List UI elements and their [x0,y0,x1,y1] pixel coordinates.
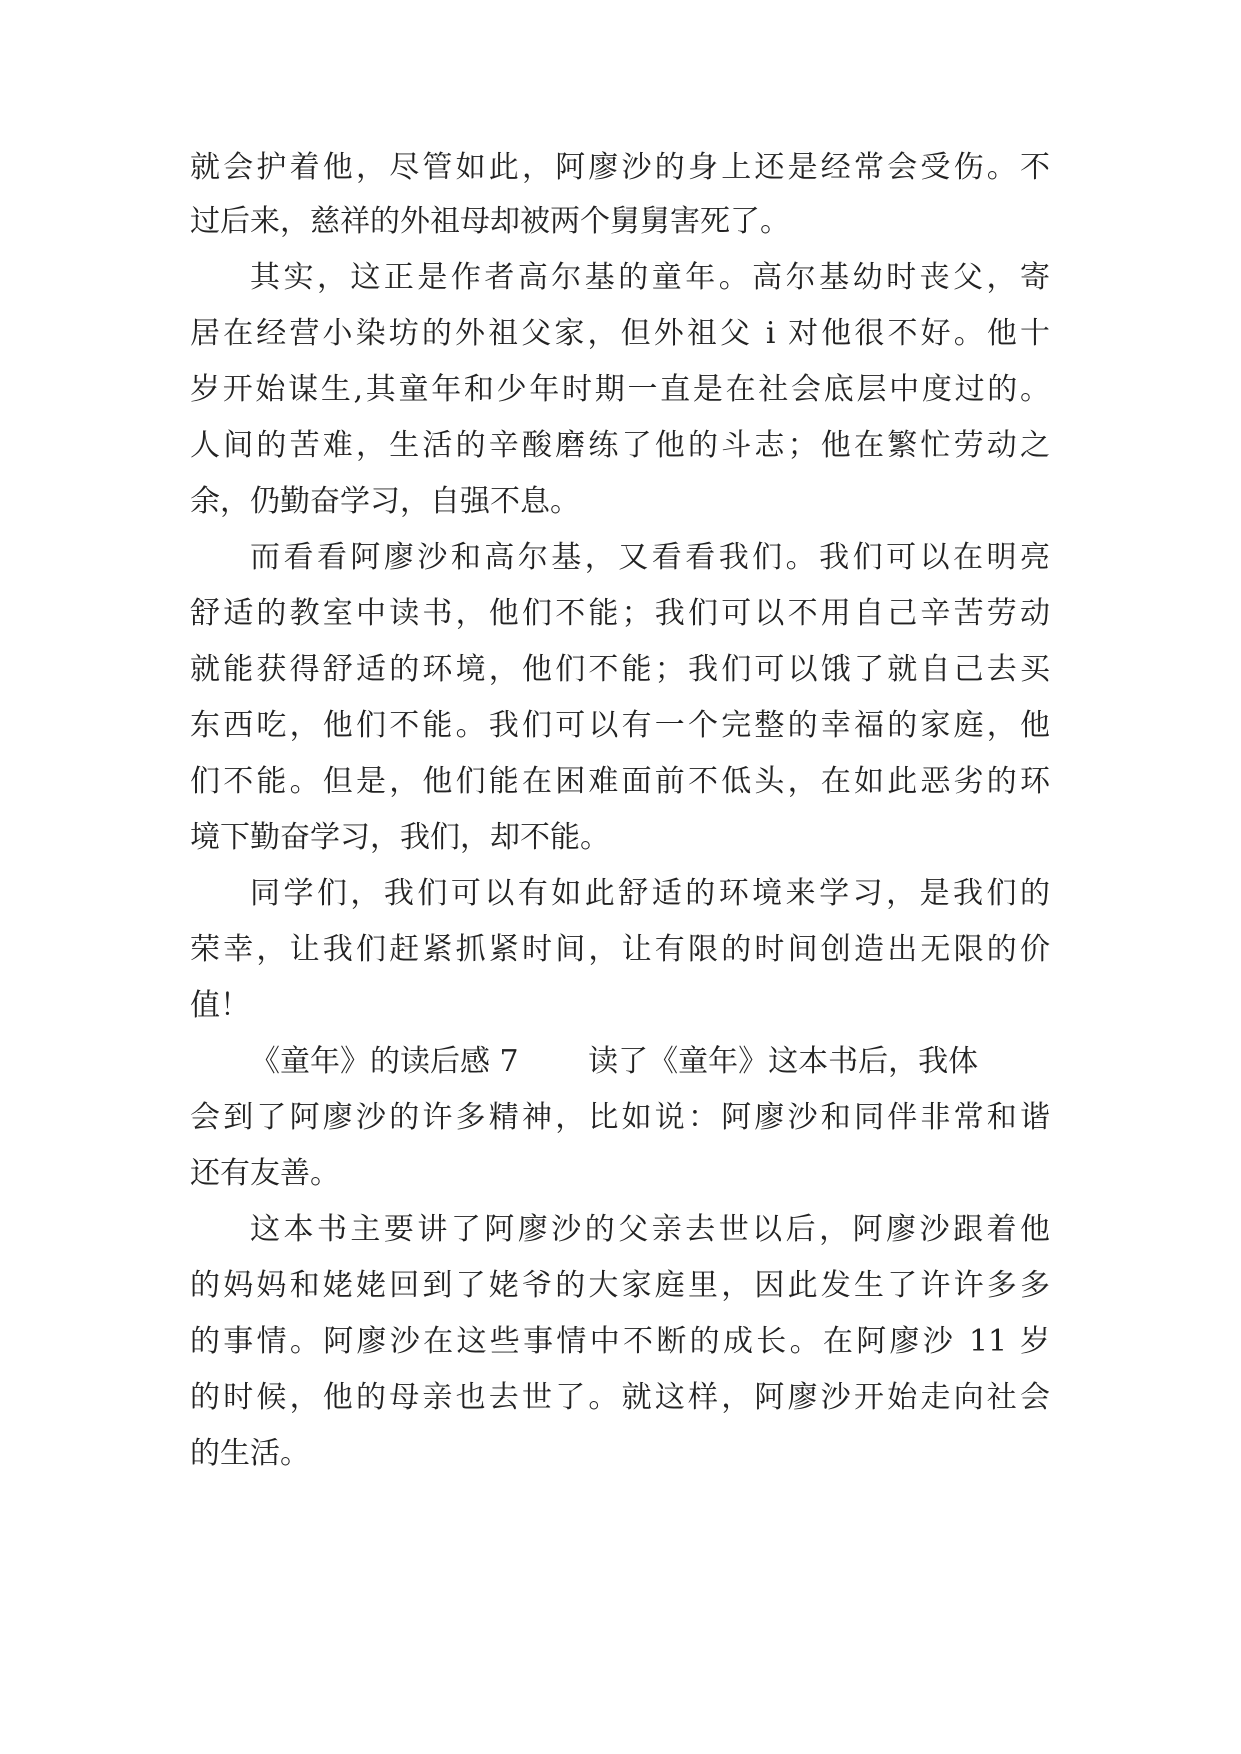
text-line: 这本书主要讲了阿廖沙的父亲去世以后，阿廖沙跟着他 [250,1212,1050,1247]
text-line: 过后来，慈祥的外祖母却被两个舅舅害死了。 [190,204,790,239]
text-line: 们不能。但是，他们能在困难面前不低头，在如此恶劣的环 [190,764,1050,799]
text-line: 而看看阿廖沙和高尔基，又看看我们。我们可以在明亮 [250,540,1050,575]
text-line: 人间的苦难，生活的辛酸磨练了他的斗志；他在繁忙劳动之 [190,428,1050,463]
text-line: 会到了阿廖沙的许多精神，比如说：阿廖沙和同伴非常和谐 [190,1100,1050,1135]
text-line: 境下勤奋学习，我们，却不能。 [190,820,610,855]
text-line: 舒适的教室中读书，他们不能；我们可以不用自己辛苦劳动 [190,596,1050,631]
text-line: 东西吃，他们不能。我们可以有一个完整的幸福的家庭，他 [190,708,1050,743]
text-line: 还有友善。 [190,1156,340,1191]
text-line: 居在经营小染坊的外祖父家，但外祖父 i 对他很不好。他十 [190,316,1050,351]
text-line: 就会护着他，尽管如此，阿廖沙的身上还是经常会受伤。不 [190,150,1050,185]
text-line: 其实，这正是作者高尔基的童年。高尔基幼时丧父，寄 [250,260,1050,295]
text-line: 荣幸，让我们赶紧抓紧时间，让有限的时间创造出无限的价 [190,932,1050,967]
text-line: 的生活。 [190,1436,310,1471]
text-line: 的妈妈和姥姥回到了姥爷的大家庭里，因此发生了许许多多 [190,1268,1050,1303]
text-line: 的事情。阿廖沙在这些事情中不断的成长。在阿廖沙 11 岁 [190,1324,1050,1359]
text-line: 岁开始谋生,其童年和少年时期一直是在社会底层中度过的。 [190,372,1050,407]
text-line: 就能获得舒适的环境，他们不能；我们可以饿了就自己去买 [190,652,1050,687]
text-line: 《童年》的读后感 7 读了《童年》这本书后，我体 [250,1044,979,1079]
text-line: 同学们，我们可以有如此舒适的环境来学习，是我们的 [250,876,1050,911]
text-line: 余，仍勤奋学习，自强不息。 [190,484,580,519]
text-line: 的时候，他的母亲也去世了。就这样，阿廖沙开始走向社会 [190,1380,1050,1415]
text-line: 值！ [190,988,250,1023]
